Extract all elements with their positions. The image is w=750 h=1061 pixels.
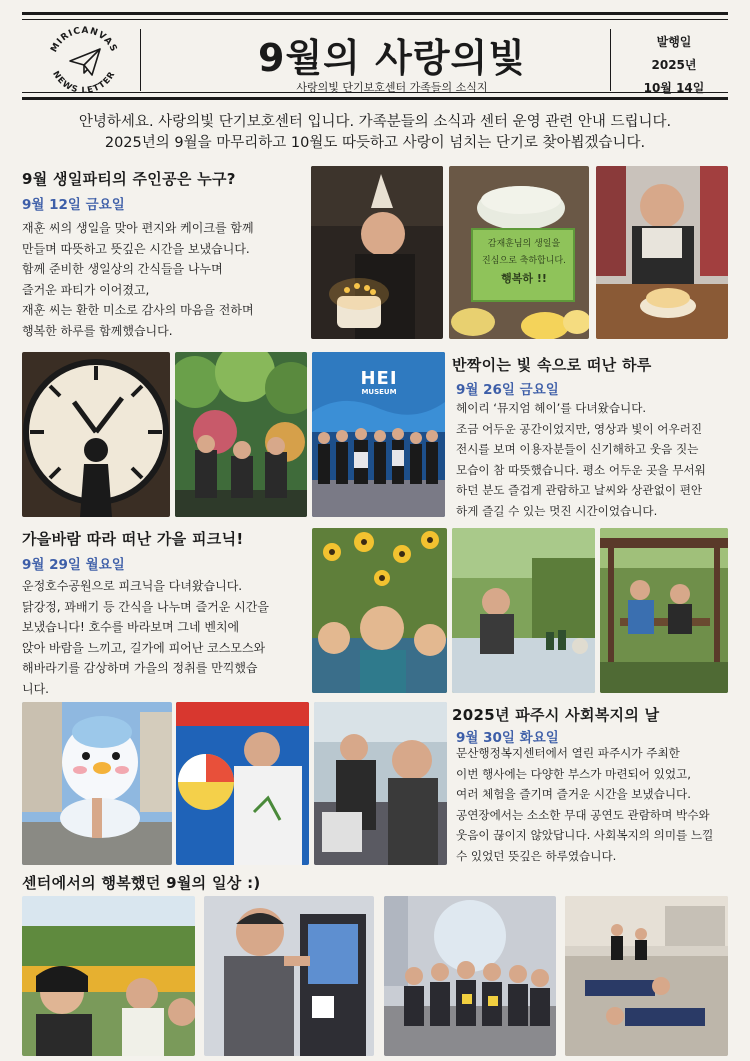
card-line: 행복하 !! (501, 272, 547, 285)
birthday-line: 행복한 하루를 함께했습니다. (22, 323, 173, 338)
logo-bottom-text: NEWS LETTER (50, 69, 118, 97)
birthday-body (22, 218, 304, 341)
paper-plane-icon (70, 49, 100, 75)
intro-text (22, 112, 728, 154)
issue-label: 발행일 (656, 35, 692, 49)
birthday-date: 9월 12일 금요일 (22, 197, 125, 213)
birthday-line: 재훈 씨는 환한 미소로 감사의 마음을 전하며 (22, 303, 254, 317)
birthday-title: 9월 생일파티의 주인공은 누구? (22, 170, 236, 188)
issue-date-block (626, 31, 722, 100)
svg-text:MIRICANVAS (49, 26, 118, 54)
museum-sign-small: MUSEUM (361, 388, 397, 396)
issue-date: 10월 14일 (643, 81, 705, 95)
intro-line-2: 2025년의 9월을 마무리하고 10월도 따듯하고 사랑이 넘치는 단기로 찾아뵙겠습니다. (104, 135, 646, 151)
museum-date: 9월 26일 금요일 (456, 382, 559, 398)
photo-daily-group-room (384, 896, 556, 1056)
picnic-date: 9월 29일 월요일 (22, 557, 125, 573)
birthday-line: 만들며 따뜻하고 뜻깊은 시간을 보냈습니다. (22, 241, 250, 256)
museum-title: 반짝이는 빛 속으로 떠난 하루 (452, 356, 652, 374)
birthday-line: 즐거운 파티가 이어졌고, (22, 282, 150, 297)
welfare-line: 수 있었던 뜻깊은 하루였습니다. (456, 848, 617, 863)
newsletter-subtitle: 사랑의빛 단기보호센터 가족들의 소식지 (296, 81, 488, 94)
birthday-line: 재훈 씨의 생일을 맞아 편지와 케이크를 함께 (22, 221, 254, 235)
photo-swing-bench (600, 528, 728, 693)
intro-line-1: 안녕하세요. 사랑의빛 단기보호센터 입니다. 가족분들의 소식과 센터 운영 관련 안내 드립니다. (78, 114, 672, 130)
photo-picnic-mat (452, 528, 595, 693)
welfare-title: 2025년 파주시 사회복지의 날 (452, 706, 660, 724)
photo-clock-silhouette (22, 352, 170, 517)
picnic-body (22, 576, 307, 699)
picnic-line: 보냈습니다! 호수를 바라보며 그네 벤치에 (22, 620, 240, 634)
masthead (22, 12, 728, 100)
welfare-line: 이번 행사에는 다양한 부스가 마련되어 있었고, (456, 766, 691, 781)
museum-sign (356, 370, 402, 396)
welfare-line: 공연장에서는 소소한 무대 공연도 관람하며 박수와 (456, 807, 710, 822)
welfare-line: 문산행정복지센터에서 열린 파주시가 주최한 (456, 746, 680, 760)
birthday-line: 함께 준비한 생일상의 간식들을 나누며 (22, 262, 223, 276)
photo-cutting-cake (596, 166, 728, 339)
logo-top-text: MIRICANVAS (49, 25, 119, 55)
photo-daily-kiosk (204, 896, 374, 1056)
welfare-body (456, 743, 731, 866)
picnic-title: 가을바람 따라 떠난 가을 피크닉! (22, 530, 244, 548)
museum-line: 하게 즐길 수 있는 멋진 시간이었습니다. (456, 503, 658, 518)
photo-sunflower-selfie (312, 528, 447, 693)
daily-title: 센터에서의 행복했던 9월의 일상 :) (22, 874, 261, 892)
birthday-card-text (477, 236, 571, 287)
museum-line: 조금 어두운 공간이었지만, 영상과 빛이 어우러진 (456, 421, 703, 436)
museum-line: 모습이 참 따뜻했습니다. 평소 어두운 곳을 무서워 (456, 462, 706, 477)
newsletter-logo (32, 19, 136, 99)
welfare-line: 웃음이 끊이지 않았답니다. 사회복지의 의미를 느낄 (456, 828, 714, 842)
photo-birthday-card (449, 166, 589, 339)
museum-body (456, 398, 731, 521)
photo-birthday-cake-candles (311, 166, 443, 339)
picnic-line: 앉아 바람을 느끼고, 길가에 피어난 코스모스와 (22, 640, 266, 655)
photo-prize-wheel-booth (176, 702, 309, 865)
welfare-line: 여러 체험을 즐기며 즐거운 시간을 보냈습니다. (456, 787, 691, 801)
card-line: 감재훈님의 생일을 (487, 239, 561, 249)
masthead-divider-left (140, 29, 141, 91)
newsletter-title: 9월의 사랑의빛 (258, 36, 526, 80)
welfare-date: 9월 30일 화요일 (456, 730, 559, 746)
museum-sign-big: HEI (360, 368, 398, 389)
picnic-line: 운정호수공원으로 피크닉을 다녀왔습니다. (22, 579, 243, 593)
card-line: 진심으로 축하합니다. (482, 256, 566, 266)
museum-line: 하던 분도 즐겁게 관람하고 날씨와 상관없이 편안 (456, 483, 703, 497)
photo-booth-experience (314, 702, 447, 865)
picnic-line: 닭강정, 꽈배기 등 간식을 나누며 즐거운 시간을 (22, 599, 269, 614)
picnic-line: 니다. (22, 681, 49, 696)
photo-daily-floor-rest (565, 896, 728, 1056)
photo-daily-flower-field (22, 896, 195, 1056)
museum-line: 헤이리 ‘뮤지엄 헤이’를 다녀왔습니다. (456, 401, 647, 415)
photo-garden-exhibit (175, 352, 307, 517)
photo-mascot-statue (22, 702, 172, 865)
picnic-line: 해바라기를 감상하며 가을의 정취를 만끽했습 (22, 661, 258, 675)
museum-line: 전시를 보며 이용자분들이 신기해하고 웃음 짓는 (456, 442, 699, 456)
issue-year: 2025년 (651, 58, 697, 72)
photo-hei-museum-group (312, 352, 445, 517)
